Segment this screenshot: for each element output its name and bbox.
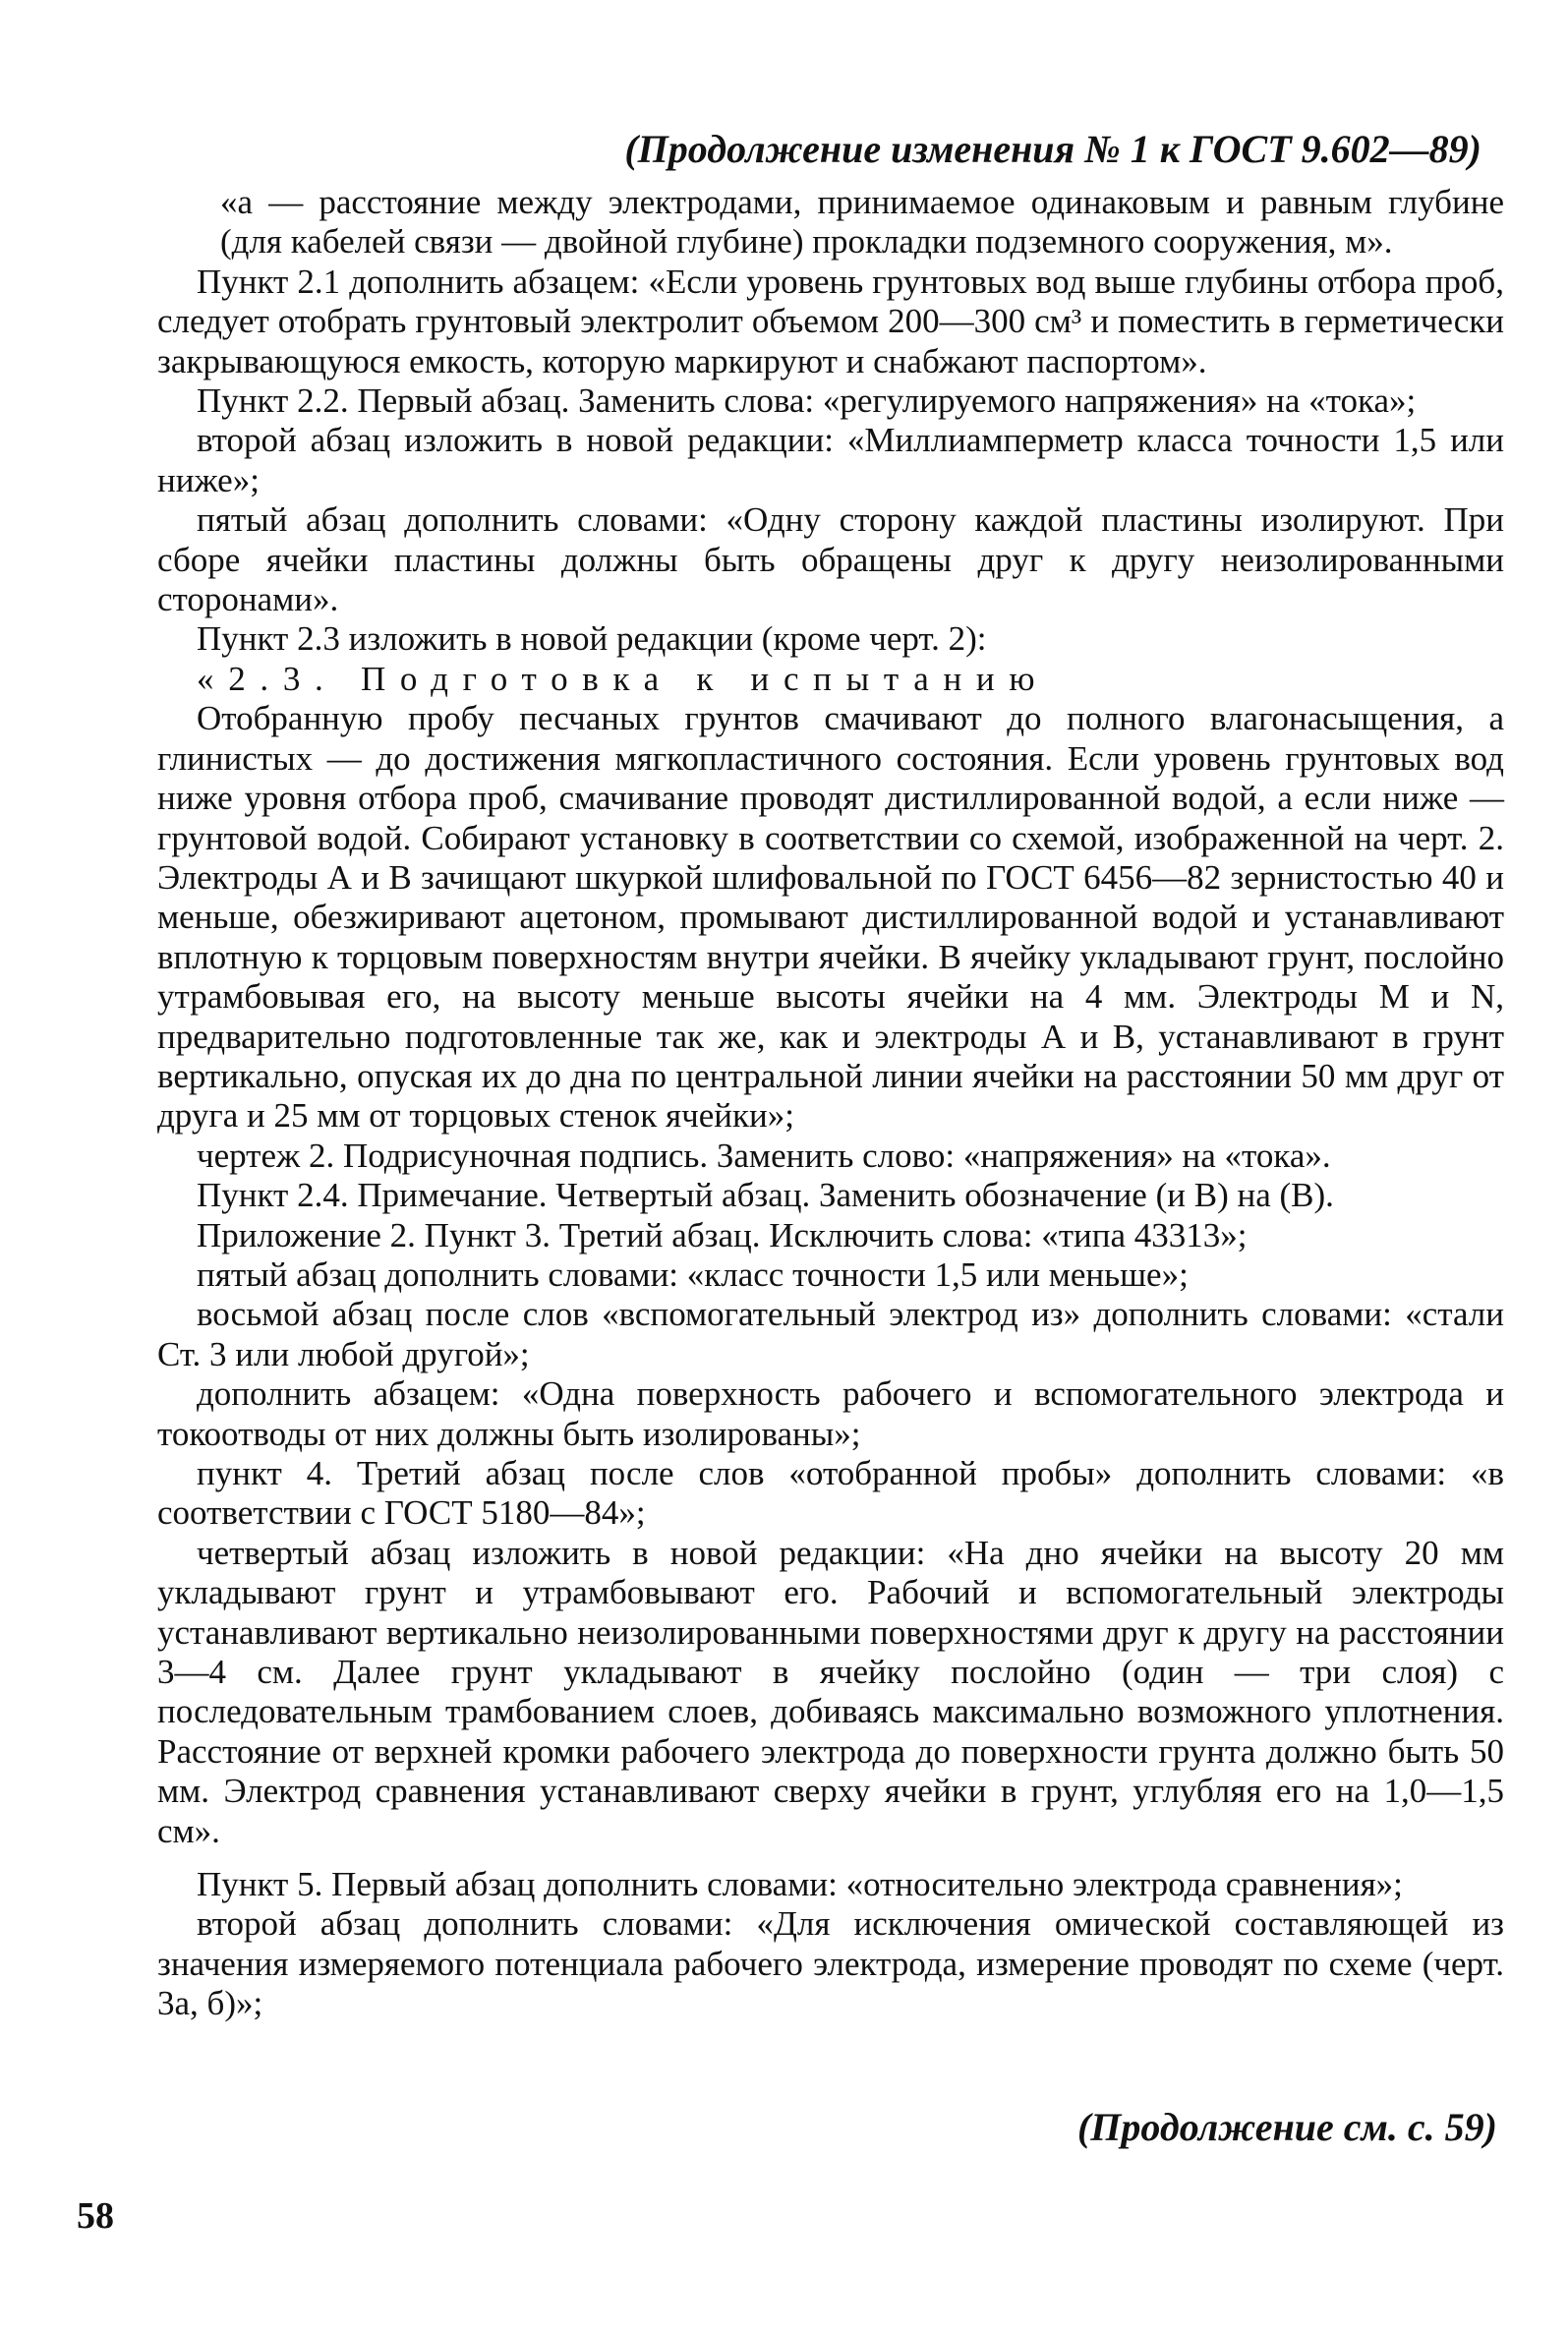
paragraph-clause-2-3: Пункт 2.3 изложить в новой редакции (кроме черт. 2): — [197, 619, 987, 659]
paragraph-clause-2-4: Пункт 2.4. Примечание. Четвертый абзац. Заменить обозначение (и В) на (В). — [197, 1176, 1334, 1215]
paragraph-clause-2-1: Пункт 2.1 дополнить абзацем: «Если уровень грунтовых вод выше глубины отбора проб, следует отобрать грунтовый электролит объемом 200—300 см³ и поместить в герметически закрывающуюся емкость, которую маркируют и снабжают паспортом». — [157, 262, 1504, 380]
paragraph-fifth-abzac: пятый абзац дополнить словами: «Одну сторону каждой пластины изолируют. При сборе ячейки пластины должны быть обращены друг к другу неизолированными сторонами». — [157, 500, 1504, 619]
paragraph-item-4: пункт 4. Третий абзац после слов «отобранной пробы» дополнить словами: «в соответствии с ГОСТ 5180—84»; — [157, 1454, 1504, 1533]
paragraph-clause-2-2: Пункт 2.2. Первый абзац. Заменить слова: «регулируемого напряжения» на «тока»; — [197, 381, 1417, 421]
paragraph-drawing-2-caption: чертеж 2. Подрисуночная подпись. Заменить слово: «напряжения» на «тока». — [197, 1136, 1331, 1175]
paragraph-appendix-fifth: пятый абзац дополнить словами: «класс точности 1,5 или меньше»; — [197, 1254, 1189, 1294]
page-number: 58 — [77, 2195, 114, 2237]
continuation-header: (Продолжение изменения № 1 к ГОСТ 9.602—89) — [624, 127, 1481, 171]
paragraph-item-5-second: второй абзац дополнить словами: «Для исключения омической составляющей из значения измеряемого потенциала рабочего электрода, измерение проводят по схеме (черт. 3а, б)»; — [157, 1904, 1504, 2023]
paragraph-appendix-add: дополнить абзацем: «Одна поверхность рабочего и вспомогательного электрода и токоотводы от них должны быть изолированы»; — [157, 1374, 1504, 1453]
section-heading-2-3: «2.3. Подготовка к испытанию — [197, 659, 1050, 698]
paragraph-second-abzac: второй абзац изложить в новой редакции: «Миллиамперметр класса точности 1,5 или ниже»; — [157, 421, 1504, 499]
paragraph-item-5: Пункт 5. Первый абзац дополнить словами: «относительно электрода сравнения»; — [197, 1865, 1403, 1904]
continuation-footer: (Продолжение см. с. 59) — [1076, 2105, 1497, 2149]
paragraph-sample-preparation: Отобранную пробу песчаных грунтов смачивают до полного влагонасыщения, а глинистых — до достижения мягкопластичного состояния. Если уровень грунтовых вод ниже уровня отбора проб, смачивание проводят дистиллированной водой, а если ниже — грунтовой водой. Собирают установку в соответствии со схемой, изображенной на черт. 2. Электроды А и В зачищают шкуркой шлифовальной по ГОСТ 6456—82 зернистостью 40 и меньше, обезжиривают ацетоном, промывают дистиллированной водой и устанавливают вплотную к торцовым поверхностям внутри ячейки. В ячейку укладывают грунт, послойно утрамбовывая его, на высоту меньше высоты ячейки на 4 мм. Электроды М и N, предварительно подготовленные так же, как и электроды А и В, устанавливают в грунт вертикально, опуская их до дна по центральной линии ячейки на расстоянии 50 мм друг от друга и 25 мм от торцовых стенок ячейки»; — [157, 699, 1504, 1136]
paragraph-item-4-fourth: четвертый абзац изложить в новой редакции: «На дно ячейки на высоту 20 мм укладывают грунт и утрамбовывают его. Рабочий и вспомогательный электроды устанавливают вертикально неизолированными поверхностями друг к другу на расстоянии 3—4 см. Далее грунт укладывают в ячейку послойно (один — три слоя) с последовательным трамбованием слоев, добиваясь максимально возможного уплотнения. Расстояние от верхней кромки рабочего электрода до поверхности грунта должно быть 50 мм. Электрод сравнения устанавливают сверху ячейки в грунт, углубляя его на 1,0—1,5 см». — [157, 1533, 1504, 1850]
paragraph-appendix-2: Приложение 2. Пункт 3. Третий абзац. Исключить слова: «типа 43313»; — [197, 1215, 1248, 1254]
document-body — [157, 183, 1504, 2024]
paragraph-definition-a: «а — расстояние между электродами, принимаемое одинаковым и равным глубине (для кабелей связи — двойной глубине) прокладки подземного сооружения, м». — [220, 183, 1504, 262]
paragraph-appendix-eighth: восьмой абзац после слов «вспомогательный электрод из» дополнить словами: «стали Ст. 3 или любой другой»; — [157, 1295, 1504, 1373]
